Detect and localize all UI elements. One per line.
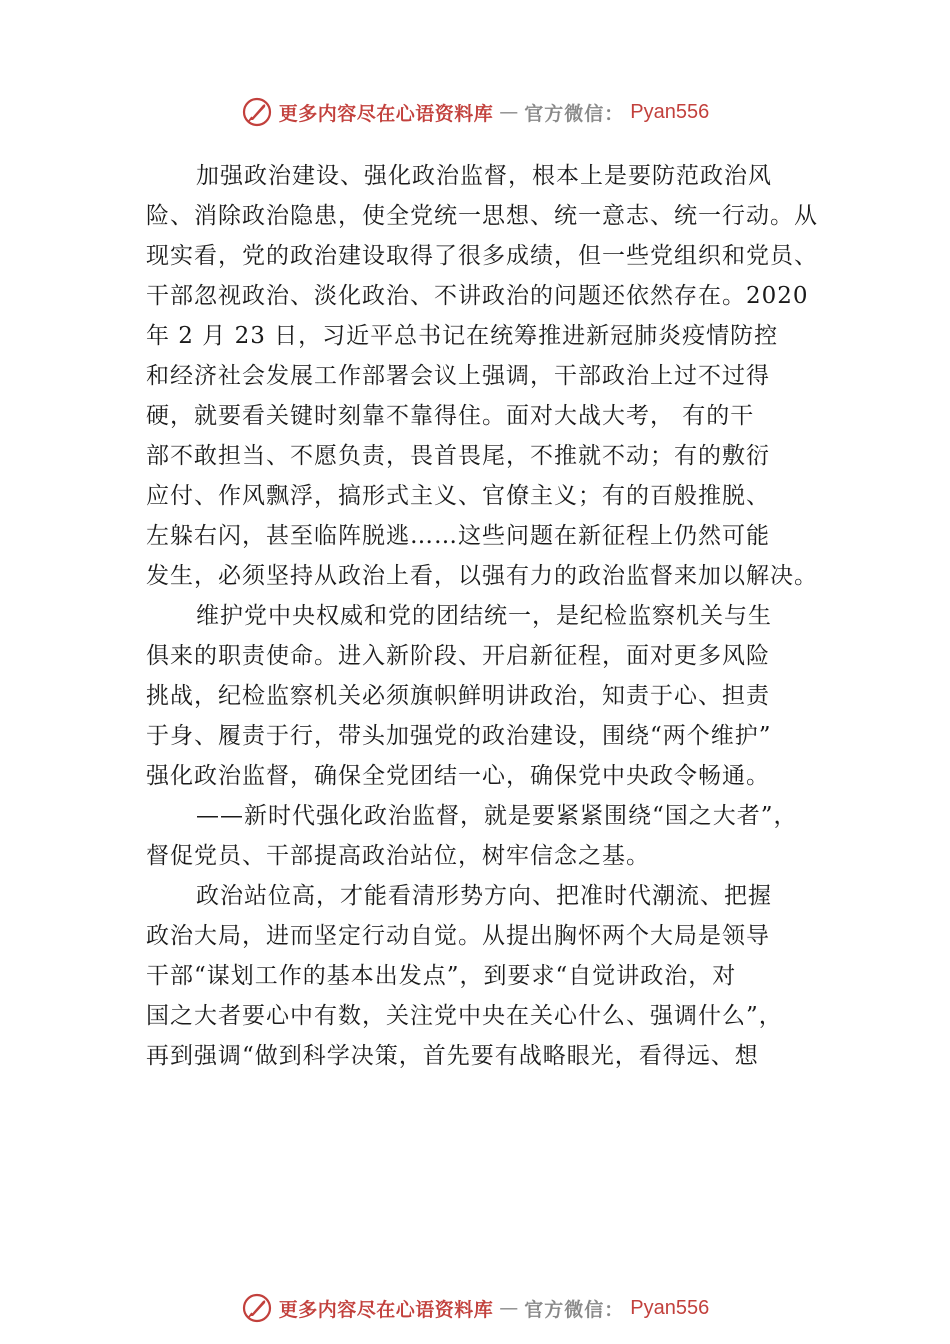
body-line: 国之大者要心中有数，关注党中央在关心什么、强调什么”， [146, 1003, 783, 1029]
body-line: 部不敢担当、不愿负责，畏首畏尾，不推就不动；有的敷衍 [146, 443, 770, 469]
footer-banner [0, 1290, 950, 1326]
header-brand-text: 更多内容尽在心语资料库 [278, 102, 494, 125]
header-wechat-id: Pyan556 [630, 100, 710, 123]
feather-pen-seal-icon [241, 1292, 273, 1324]
body-line: 挑战，纪检监察机关必须旗帜鲜明讲政治，知责于心、担责 [146, 683, 770, 709]
header-dash: — [499, 101, 519, 123]
body-line: 干部忽视政治、淡化政治、不讲政治的问题还依然存在。2020 [146, 283, 809, 309]
body-line: 和经济社会发展工作部署会议上强调，干部政治上过不过得 [146, 363, 770, 389]
body-line: 强化政治监督，确保全党团结一心，确保党中央政令畅通。 [146, 763, 770, 789]
body-line: 干部“谋划工作的基本出发点”，到要求“自觉讲政治，对 [146, 963, 737, 989]
body-line: 政治大局，进而坚定行动自觉。从提出胸怀两个大局是领导 [146, 923, 770, 949]
body-line: 发生，必须坚持从政治上看，以强有力的政治监督来加以解决。 [146, 563, 818, 589]
body-line: 督促党员、干部提高政治站位，树牢信念之基。 [146, 843, 650, 869]
document-body [146, 156, 841, 1076]
body-line: 再到强调“做到科学决策，首先要有战略眼光，看得远、想 [146, 1043, 759, 1069]
body-line: 应付、作风飘浮，搞形式主义、官僚主义；有的百般推脱、 [146, 483, 770, 509]
body-line: ——新时代强化政治监督，就是要紧紧围绕“国之大者”， [196, 803, 798, 829]
body-line: 俱来的职责使命。进入新阶段、开启新征程，面对更多风险 [146, 643, 770, 669]
body-line: 现实看，党的政治建设取得了很多成绩，但一些党组织和党员、 [146, 243, 818, 269]
feather-pen-seal-icon [241, 96, 273, 128]
body-line: 硬，就要看关键时刻靠不靠得住。面对大战大考， 有的干 [146, 403, 755, 429]
header-banner [0, 94, 950, 130]
header-label: 官方微信： [524, 102, 625, 125]
body-line: 左躲右闪，甚至临阵脱逃……这些问题在新征程上仍然可能 [146, 523, 770, 549]
body-line: 政治站位高，才能看清形势方向、把准时代潮流、把握 [196, 883, 772, 909]
footer-wechat-id: Pyan556 [630, 1296, 710, 1319]
body-line: 险、消除政治隐患，使全党统一思想、统一意志、统一行动。从 [146, 203, 818, 229]
body-line: 于身、履责于行，带头加强党的政治建设，围绕“两个维护” [146, 723, 772, 749]
footer-label: 官方微信： [524, 1298, 625, 1321]
body-line: 年 2 月 23 日，习近平总书记在统筹推进新冠肺炎疫情防控 [146, 323, 779, 349]
footer-dash: — [499, 1297, 519, 1319]
body-line: 加强政治建设、强化政治监督，根本上是要防范政治风 [196, 163, 772, 189]
footer-brand-text: 更多内容尽在心语资料库 [278, 1298, 494, 1321]
body-line: 维护党中央权威和党的团结统一，是纪检监察机关与生 [196, 603, 772, 629]
